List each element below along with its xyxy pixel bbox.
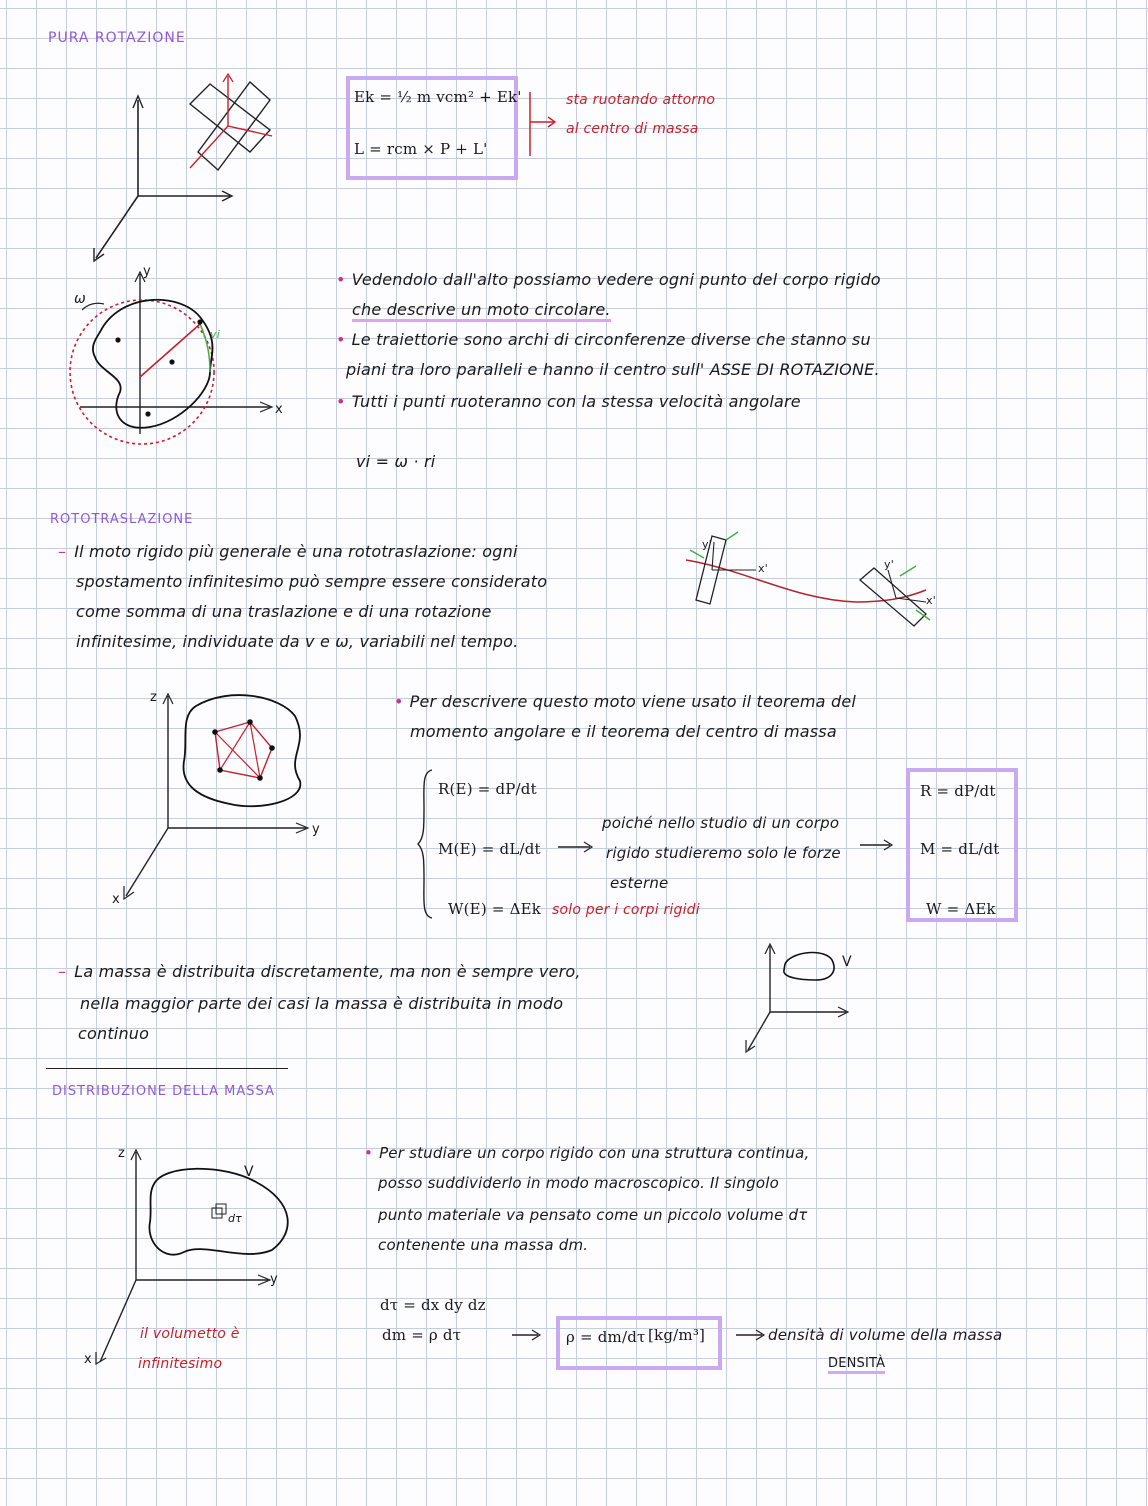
label-axis-y-rot: y <box>143 264 151 279</box>
eq-energia-cinetica: Ek = ½ m vcm² + Ek' <box>354 88 522 106</box>
label-x-prime-2: x' <box>926 594 936 607</box>
label-axis-x-roto: x <box>112 892 120 907</box>
heading-pura-rotazione: PURA ROTAZIONE <box>48 30 186 46</box>
label-y-prime-2: y' <box>884 558 894 571</box>
axes-sketch-1 <box>80 70 300 270</box>
roto-text-4: infinitesime, individuate da v e ω, variabili nel tempo. <box>76 632 519 651</box>
box-eq-risultante: R = dP/dt <box>920 782 996 800</box>
label-axis-y-roto: y <box>312 822 320 837</box>
arrow-to-box <box>858 838 898 852</box>
mid-text-3: esterne <box>610 874 669 892</box>
rototraslazione-sketch <box>676 530 946 640</box>
eq-rho: ρ = dm/dτ <box>566 1328 646 1346</box>
note-corpi-rigidi: solo per i corpi rigidi <box>552 902 700 918</box>
eq-dtau: dτ = dx dy dz <box>380 1296 486 1314</box>
unit-kg-m3: [kg/m³] <box>648 1326 706 1344</box>
dist-text-2: posso suddividerlo in modo macroscopico. Il singolo <box>378 1174 779 1192</box>
pura-formula-vi: vi = ω · ri <box>356 452 436 471</box>
eq-risultante: R(E) = dP/dt <box>438 780 537 798</box>
note-densita-volume: densità di volume della massa <box>768 1326 1003 1344</box>
label-vi: vi <box>210 328 220 341</box>
pura-bullet-3: • Tutti i punti ruoteranno con la stessa velocità angolare <box>336 392 801 411</box>
label-densita-text: DENSITÀ <box>828 1356 885 1374</box>
label-omega: ω <box>74 291 86 307</box>
label-axis-x-rot: x <box>275 402 283 417</box>
label-y-prime-1: y' <box>702 538 712 551</box>
pura-bullet-2a: • Le traiettorie sono archi di circonferenze diverse che stanno su <box>336 330 871 349</box>
arrow-to-note <box>734 1328 770 1342</box>
arrow-to-density <box>510 1328 546 1342</box>
label-axis-x-dist: x <box>84 1352 92 1367</box>
dist-text-1: • Per studiare un corpo rigido con una struttura continua, <box>364 1144 809 1162</box>
roto-text-1: – Il moto rigido più generale è una rototraslazione: ogni <box>58 542 518 561</box>
label-axis-z-dist: z <box>118 1146 126 1161</box>
arrow-to-mid <box>556 840 596 854</box>
pura-bullet-1b-text: che descrive un moto circolare. <box>352 300 611 322</box>
note-volumetto: il volumetto è <box>140 1326 240 1342</box>
box-eq-lavoro: W = ΔEk <box>926 900 996 918</box>
label-dtau-small: dτ <box>228 1212 243 1225</box>
eq-dm: dm = ρ dτ <box>382 1326 462 1344</box>
box-eq-momento: M = dL/dt <box>920 840 1000 858</box>
rotation-diagram <box>60 262 300 462</box>
note-infinitesimo: infinitesimo <box>138 1356 223 1372</box>
label-volume-v-small: V <box>842 954 852 970</box>
pura-bullet-2b: piani tra loro paralleli e hanno il centro sull' ASSE DI ROTAZIONE. <box>346 360 880 379</box>
label-x-prime-1: x' <box>758 562 768 575</box>
eq-lavoro: W(E) = ΔEk <box>448 900 542 918</box>
roto-text-2: spostamento infinitesimo può sempre essere considerato <box>76 572 548 591</box>
heading-distribuzione: DISTRIBUZIONE DELLA MASSA <box>52 1084 275 1099</box>
red-bracket-arrow <box>524 90 564 160</box>
heading-rototraslazione: ROTOTRASLAZIONE <box>50 512 194 527</box>
brace-left-system <box>416 768 436 920</box>
massa-text-1: – La massa è distribuita discretamente, ma non è sempre vero, <box>58 962 581 981</box>
label-axis-y-dist: y <box>270 1272 278 1287</box>
roto-bullet-1a: • Per descrivere questo moto viene usato il teorema del <box>394 692 856 711</box>
label-axis-z-roto: z <box>150 690 158 705</box>
volume-axes-small <box>736 938 856 1058</box>
note-ruotando: sta ruotando attorno <box>566 92 716 108</box>
massa-text-2: nella maggior parte dei casi la massa è distribuita in modo <box>80 994 564 1013</box>
mid-text-2: rigido studieremo solo le forze <box>606 844 841 862</box>
discrete-mass-diagram <box>100 686 340 906</box>
massa-text-3: continuo <box>78 1024 150 1043</box>
dist-text-4: contenente una massa dm. <box>378 1236 589 1254</box>
dist-text-3: punto materiale va pensato come un piccolo volume dτ <box>378 1206 808 1224</box>
roto-text-3: come somma di una traslazione e di una rotazione <box>76 602 492 621</box>
mid-text-1: poiché nello studio di un corpo <box>602 814 840 832</box>
eq-momento: M(E) = dL/dt <box>438 840 541 858</box>
eq-momento-angolare: L = rcm × P + L' <box>354 140 488 158</box>
divider-line <box>46 1068 288 1069</box>
label-densita <box>828 1356 885 1371</box>
pura-bullet-1b <box>352 300 611 319</box>
pura-bullet-1a: • Vedendolo dall'alto possiamo vedere ogni punto del corpo rigido <box>336 270 881 289</box>
note-centro-massa: al centro di massa <box>566 121 699 137</box>
label-volume-v: V <box>244 1164 254 1180</box>
roto-bullet-1b: momento angolare e il teorema del centro di massa <box>410 722 837 741</box>
